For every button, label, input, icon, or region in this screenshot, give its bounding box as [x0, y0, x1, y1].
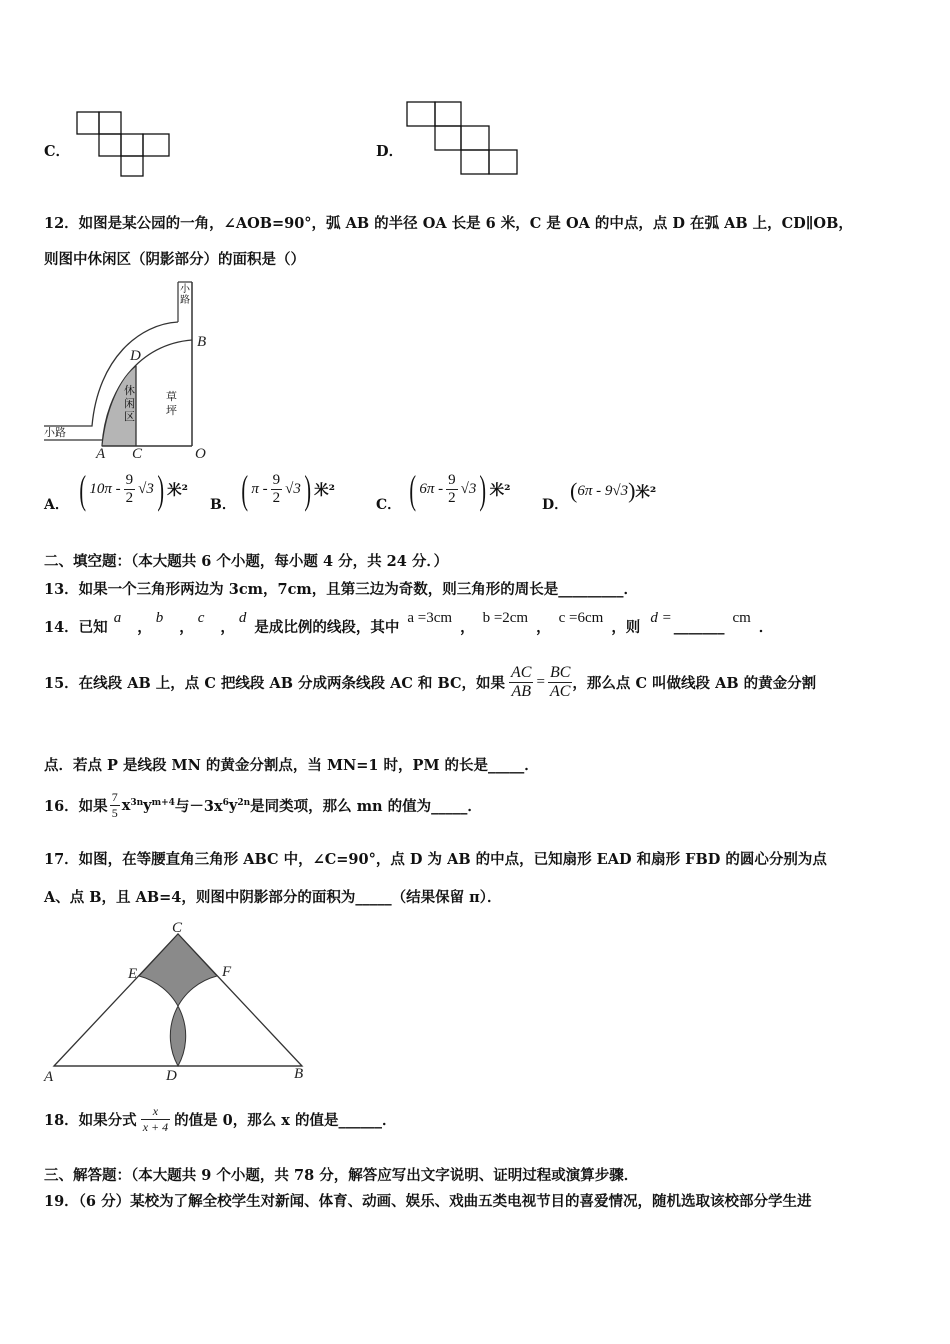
label-B: B [197, 334, 207, 350]
label-F: F [222, 964, 232, 980]
q12-opt-a-expr: ( 10π - $\frac{9}{2}$ √3 ) 米² [79, 467, 189, 512]
q12-opt-c-expr: ( 6π - $\frac{9}{2}$ √3 ) 米² [409, 467, 511, 512]
label-E: E [128, 966, 138, 982]
q12-line1: 12．如图是某公园的一角，∠AOB=90°，弧 AB 的半径 OA 长是 6 米，C 是 OA 的中点，点 D 在弧 AB 上，CD∥OB， [44, 215, 853, 232]
q12-opt-d-expr: ( 6π - 9√3 ) 米² [570, 478, 657, 503]
road-top-label: 小路 [180, 284, 190, 306]
q18: 18．如果分式 $\frac{x}{x + 4}$ 的值是 0，那么 x 的值是______． [44, 1104, 397, 1134]
q12-opt-c-label: C． [376, 497, 402, 513]
triangle-figure [40, 918, 320, 1086]
q19: 19．（6 分）某校为了解全校学生对新闻、体育、动画、娱乐、戏曲五类电视节目的喜爱情况，随机选取该校部分学生进 [44, 1193, 812, 1210]
q12-opt-d-label: D． [542, 497, 569, 513]
label-D: D [130, 348, 141, 364]
q12-opt-b-expr: ( π - $\frac{9}{2}$ √3 ) 米² [241, 467, 336, 512]
section2-heading: 二、填空题：（本大题共 6 个小题，每小题 4 分，共 24 分．） [44, 553, 449, 570]
label-C: C [172, 920, 183, 936]
q12-opt-a-label: A． [44, 497, 69, 513]
q17-line1: 17．如图，在等腰直角三角形 ABC 中，∠C=90°，点 D 为 AB 的中点，已知扇形 EAD 和扇形 FBD 的圆心分别为点 [44, 851, 827, 868]
option-c-label: C． [44, 143, 71, 160]
park-figure [40, 278, 220, 458]
q15-line2: 点．若点 P 是线段 MN 的黄金分割点，当 MN=1 时，PM 的长是_____． [44, 757, 539, 774]
rest-area-label: 休闲区 [124, 384, 135, 423]
q13: 13．如果一个三角形两边为 3cm，7cm，且第三边为奇数，则三角形的周长是_________． [44, 581, 638, 598]
label-A: A [44, 1069, 54, 1085]
label-B: B [294, 1066, 304, 1082]
section3-heading: 三、解答题：（本大题共 9 个小题，共 78 分，解答应写出文字说明、证明过程或演算步骤． [44, 1167, 639, 1184]
q12-line2: 则图中休闲区（阴影部分）的面积是（） [44, 251, 305, 268]
net-figure-d [405, 100, 525, 180]
road-left-label: 小路 [44, 426, 66, 439]
net-figure-c [75, 110, 175, 180]
label-C: C [132, 446, 143, 458]
label-O: O [195, 446, 206, 458]
q14: 14．已知 a ， b ， c ， d 是成比例的线段，其中 a =3cm ， b =2cm ， c =6cm ，则 d = _______ cm ． [44, 609, 774, 636]
option-d-label: D． [376, 143, 404, 160]
grass-label: 草坪 [166, 390, 177, 417]
label-D: D [166, 1068, 177, 1084]
q16: 16．如果 $\frac{7}{5}$ x 3n y m+4 与－3x 6 y 2n 是同类项，那么 mn 的值为_____． [44, 790, 482, 820]
q15-line1: 15．在线段 AB 上，点 C 把线段 AB 分成两条线段 AC 和 BC，如果 $\frac{AC}{AB}$ = $\frac{BC}{AC}$ ，那么点 C 叫做线段 AB 的黄金分割 [44, 664, 817, 700]
label-A: A [96, 446, 106, 458]
q12-opt-b-label: B． [210, 497, 236, 513]
q17-line2: A、点 B，且 AB=4，则图中阴影部分的面积为_____（结果保留 π）． [44, 889, 502, 906]
